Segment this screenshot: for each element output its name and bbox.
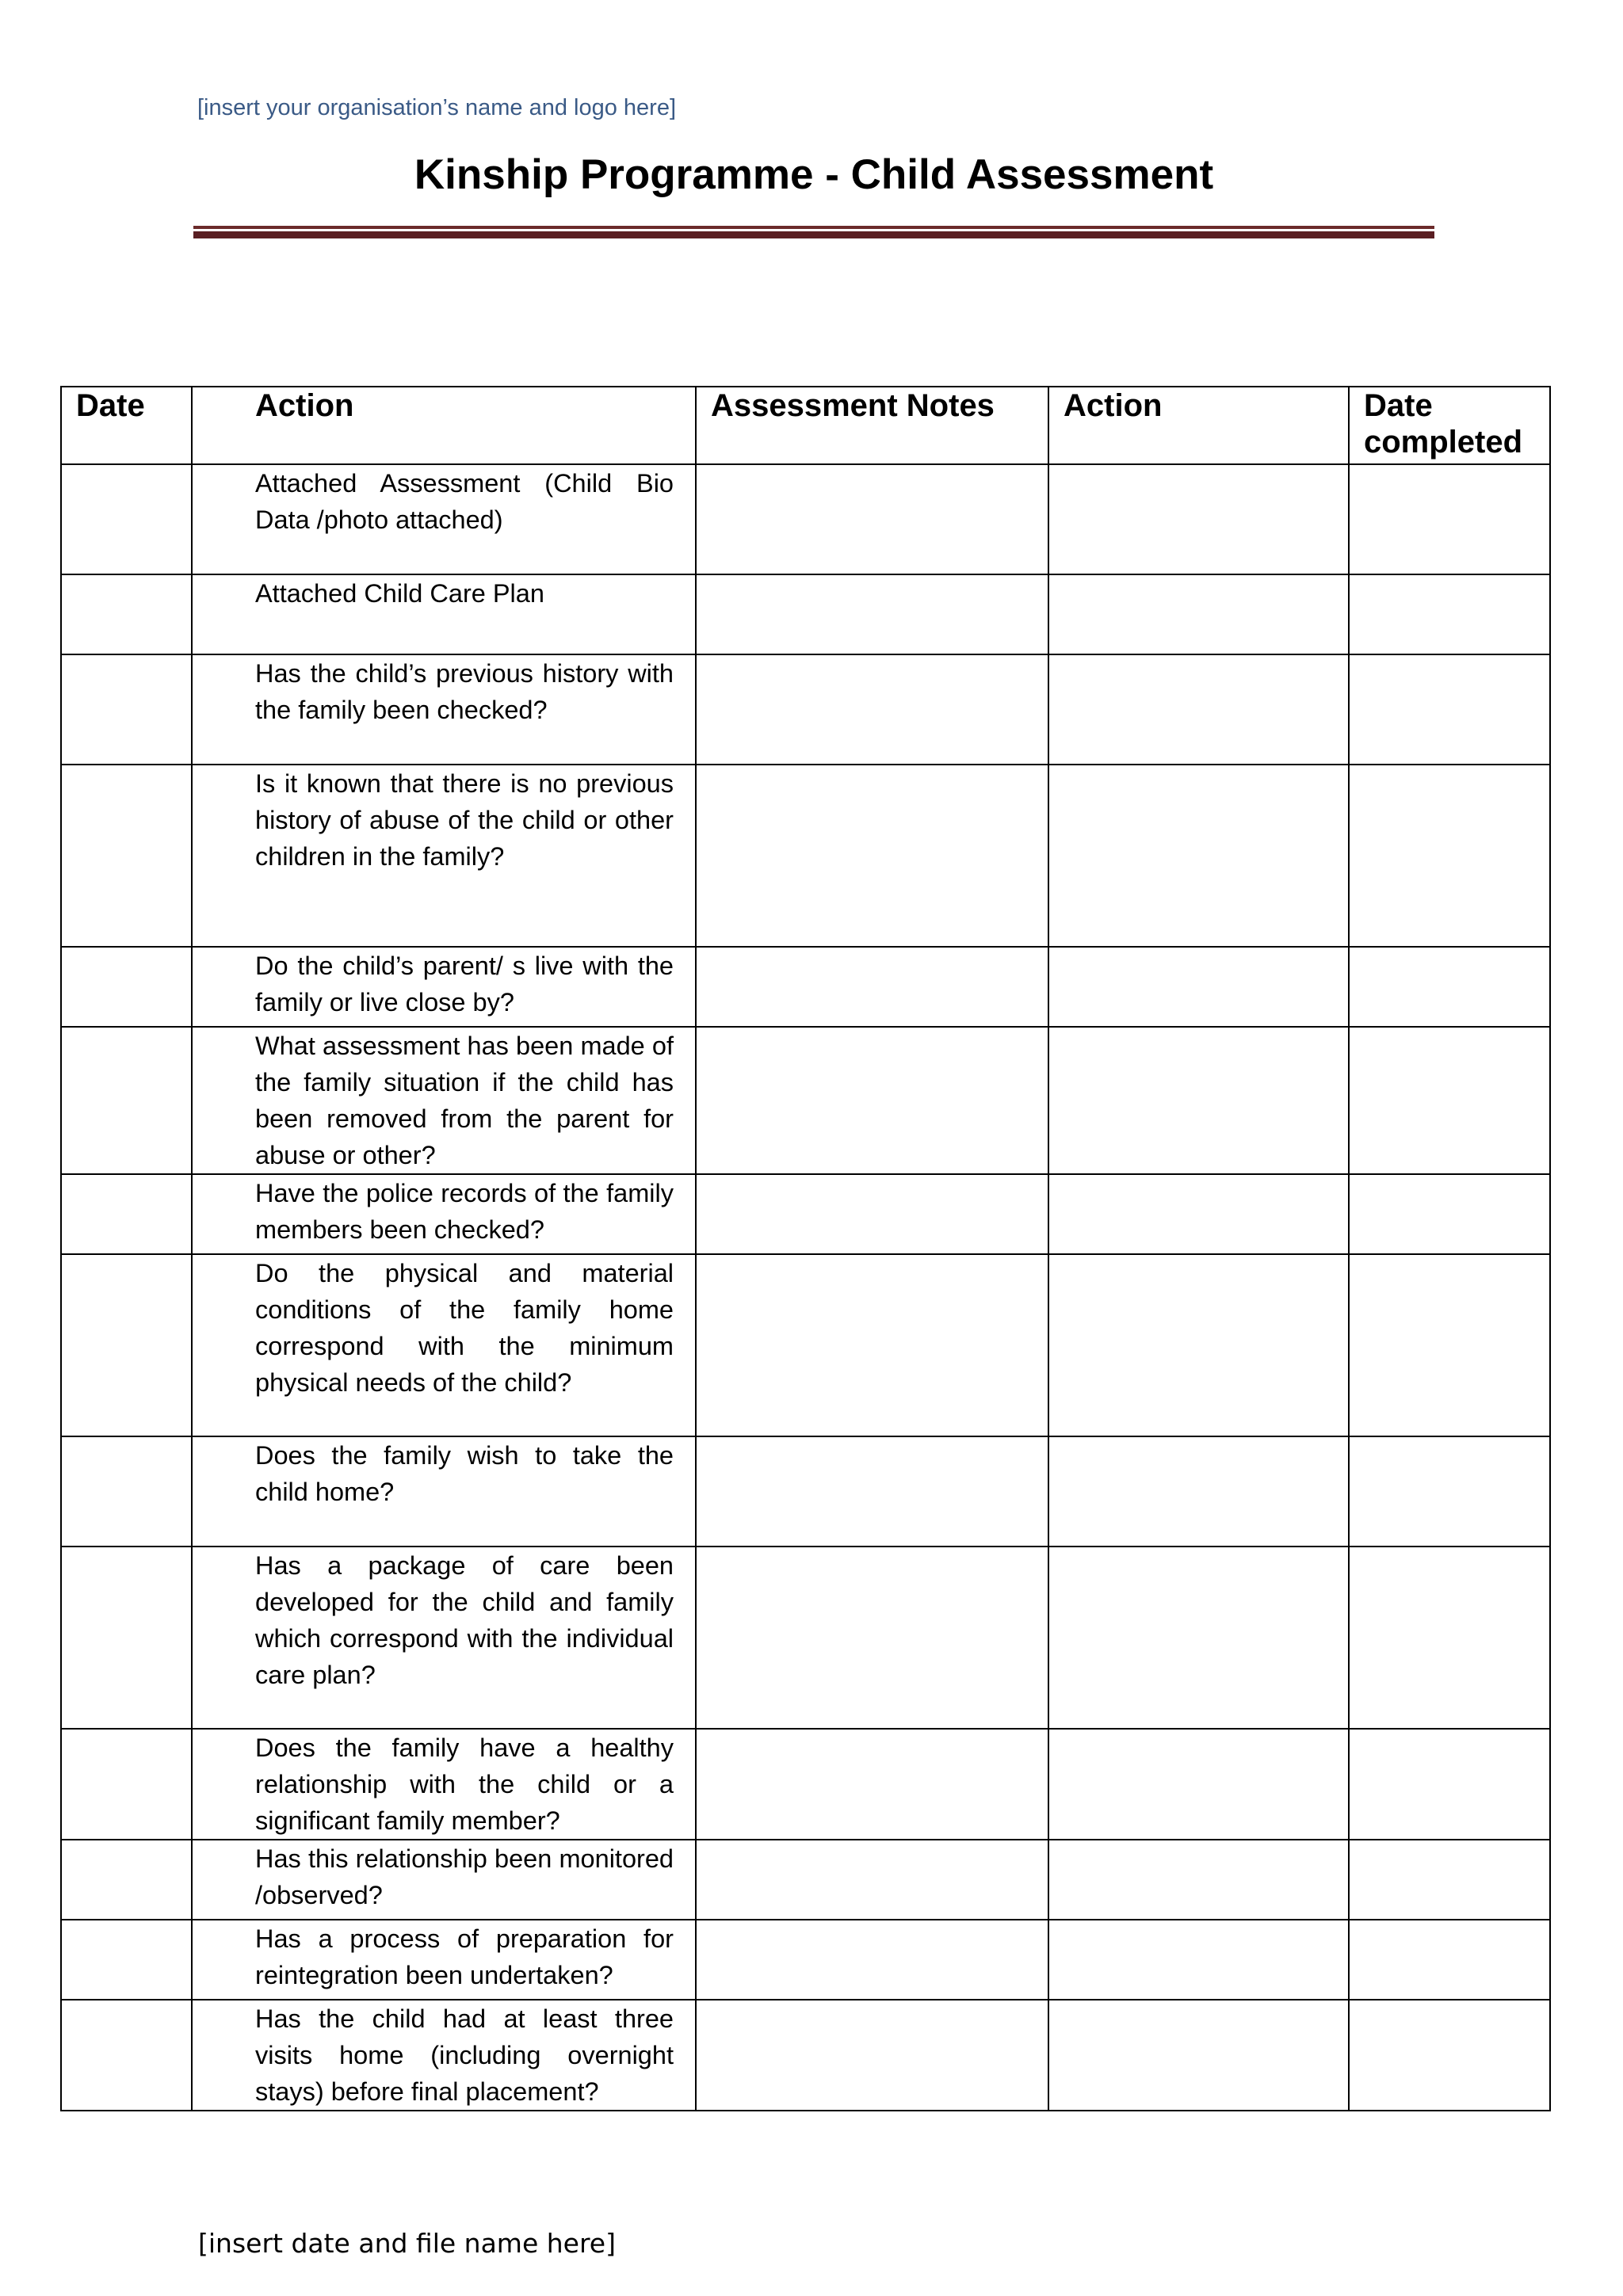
date-completed-cell[interactable] bbox=[1349, 1840, 1550, 1920]
date-cell[interactable] bbox=[61, 1027, 192, 1174]
assessment-notes-cell[interactable] bbox=[696, 1920, 1048, 2000]
action-text: Does the family have a healthy relationship with the child or a significant family member? bbox=[255, 1733, 674, 1835]
assessment-notes-cell[interactable] bbox=[696, 1729, 1048, 1840]
follow-up-action-cell[interactable] bbox=[1048, 2000, 1349, 2111]
table-row bbox=[61, 464, 1550, 574]
date-completed-cell[interactable] bbox=[1349, 1920, 1550, 2000]
date-cell[interactable] bbox=[61, 1436, 192, 1547]
date-completed-cell[interactable] bbox=[1349, 1254, 1550, 1436]
action-cell bbox=[192, 1920, 696, 2000]
action-text: Has this relationship been monitored /observed? bbox=[255, 1844, 674, 1909]
action-cell bbox=[192, 1840, 696, 1920]
follow-up-action-cell[interactable] bbox=[1048, 1174, 1349, 1254]
date-completed-cell[interactable] bbox=[1349, 1729, 1550, 1840]
follow-up-action-cell[interactable] bbox=[1048, 654, 1349, 765]
follow-up-action-cell[interactable] bbox=[1048, 1436, 1349, 1547]
action-cell bbox=[192, 654, 696, 765]
assessment-notes-cell[interactable] bbox=[696, 1174, 1048, 1254]
assessment-notes-cell[interactable] bbox=[696, 574, 1048, 654]
assessment-notes-cell[interactable] bbox=[696, 1027, 1048, 1174]
date-completed-cell[interactable] bbox=[1349, 765, 1550, 947]
assessment-notes-cell[interactable] bbox=[696, 947, 1048, 1027]
assessment-notes-cell[interactable] bbox=[696, 1840, 1048, 1920]
action-text: Does the family wish to take the child home? bbox=[255, 1441, 674, 1506]
date-completed-cell[interactable] bbox=[1349, 1436, 1550, 1547]
action-text: Do the physical and material conditions of the family home correspond with the minimum physical needs of the child? bbox=[255, 1259, 674, 1397]
action-text: Has the child’s previous history with the family been checked? bbox=[255, 659, 674, 724]
date-cell[interactable] bbox=[61, 1840, 192, 1920]
table-row bbox=[61, 1174, 1550, 1254]
date-completed-cell[interactable] bbox=[1349, 464, 1550, 574]
action-text: Have the police records of the family members been checked? bbox=[255, 1179, 674, 1244]
date-completed-cell[interactable] bbox=[1349, 654, 1550, 765]
table-row bbox=[61, 1436, 1550, 1547]
follow-up-action-cell[interactable] bbox=[1048, 464, 1349, 574]
follow-up-action-cell[interactable] bbox=[1048, 1254, 1349, 1436]
date-cell[interactable] bbox=[61, 574, 192, 654]
column-header-assessment-notes: Assessment Notes bbox=[696, 387, 1048, 464]
action-cell bbox=[192, 765, 696, 947]
date-cell[interactable] bbox=[61, 1920, 192, 2000]
date-cell[interactable] bbox=[61, 765, 192, 947]
action-text: Has a process of preparation for reintegration been undertaken? bbox=[255, 1924, 674, 1989]
action-text: Is it known that there is no previous history of abuse of the child or other children in the family? bbox=[255, 769, 674, 871]
action-text: Attached Child Care Plan bbox=[255, 579, 544, 608]
follow-up-action-cell[interactable] bbox=[1048, 1729, 1349, 1840]
date-completed-cell[interactable] bbox=[1349, 1027, 1550, 1174]
table-row bbox=[61, 1920, 1550, 2000]
action-cell bbox=[192, 1254, 696, 1436]
date-cell[interactable] bbox=[61, 1547, 192, 1729]
date-cell[interactable] bbox=[61, 2000, 192, 2111]
action-text: Attached Assessment (Child Bio Data /photo attached) bbox=[255, 469, 674, 534]
date-cell[interactable] bbox=[61, 1174, 192, 1254]
table-row bbox=[61, 2000, 1550, 2111]
date-cell[interactable] bbox=[61, 947, 192, 1027]
date-cell[interactable] bbox=[61, 464, 192, 574]
action-cell bbox=[192, 1547, 696, 1729]
assessment-notes-cell[interactable] bbox=[696, 464, 1048, 574]
assessment-notes-cell[interactable] bbox=[696, 1254, 1048, 1436]
follow-up-action-cell[interactable] bbox=[1048, 574, 1349, 654]
action-text: Has the child had at least three visits home (including overnight stays) before final placement? bbox=[255, 2004, 674, 2106]
page-title: Kinship Programme - Child Assessment bbox=[414, 151, 1214, 198]
table-row bbox=[61, 947, 1550, 1027]
table-row bbox=[61, 574, 1550, 654]
table-row bbox=[61, 1027, 1550, 1174]
date-completed-cell[interactable] bbox=[1349, 1174, 1550, 1254]
date-completed-cell[interactable] bbox=[1349, 2000, 1550, 2111]
action-text: What assessment has been made of the family situation if the child has been removed from the parent for abuse or other? bbox=[255, 1032, 674, 1169]
date-completed-cell[interactable] bbox=[1349, 1547, 1550, 1729]
action-cell bbox=[192, 574, 696, 654]
table-row bbox=[61, 765, 1550, 947]
action-text: Has a package of care been developed for the child and family which correspond with the individual care plan? bbox=[255, 1551, 674, 1689]
action-cell bbox=[192, 947, 696, 1027]
date-completed-cell[interactable] bbox=[1349, 947, 1550, 1027]
date-cell[interactable] bbox=[61, 1729, 192, 1840]
date-cell[interactable] bbox=[61, 654, 192, 765]
action-cell bbox=[192, 1174, 696, 1254]
follow-up-action-cell[interactable] bbox=[1048, 1547, 1349, 1729]
assessment-notes-cell[interactable] bbox=[696, 2000, 1048, 2111]
assessment-notes-cell[interactable] bbox=[696, 654, 1048, 765]
organisation-placeholder: [insert your organisation’s name and logo here] bbox=[197, 95, 677, 120]
follow-up-action-cell[interactable] bbox=[1048, 947, 1349, 1027]
column-header-date-completed: Date completed bbox=[1349, 387, 1550, 464]
assessment-notes-cell[interactable] bbox=[696, 1436, 1048, 1547]
column-header-follow-up-action: Action bbox=[1048, 387, 1349, 464]
action-cell bbox=[192, 464, 696, 574]
assessment-notes-cell[interactable] bbox=[696, 765, 1048, 947]
action-cell bbox=[192, 1729, 696, 1840]
action-text: Do the child’s parent/ s live with the family or live close by? bbox=[255, 952, 674, 1016]
title-divider-top bbox=[193, 226, 1434, 229]
action-cell bbox=[192, 1027, 696, 1174]
table-row bbox=[61, 1840, 1550, 1920]
table-header-row bbox=[61, 387, 1550, 464]
follow-up-action-cell[interactable] bbox=[1048, 765, 1349, 947]
action-cell bbox=[192, 1436, 696, 1547]
action-cell bbox=[192, 2000, 696, 2111]
follow-up-action-cell[interactable] bbox=[1048, 1920, 1349, 2000]
date-completed-cell[interactable] bbox=[1349, 574, 1550, 654]
column-header-action: Action bbox=[192, 387, 696, 464]
column-header-date: Date bbox=[61, 387, 192, 464]
table-row bbox=[61, 654, 1550, 765]
table-row bbox=[61, 1729, 1550, 1840]
follow-up-action-cell[interactable] bbox=[1048, 1027, 1349, 1174]
table-row bbox=[61, 1254, 1550, 1436]
title-divider-bottom bbox=[193, 231, 1434, 238]
footer-placeholder: [insert date and file name here] bbox=[198, 2228, 616, 2259]
assessment-table bbox=[60, 386, 1551, 2111]
table-row bbox=[61, 1547, 1550, 1729]
assessment-notes-cell[interactable] bbox=[696, 1547, 1048, 1729]
follow-up-action-cell[interactable] bbox=[1048, 1840, 1349, 1920]
date-cell[interactable] bbox=[61, 1254, 192, 1436]
